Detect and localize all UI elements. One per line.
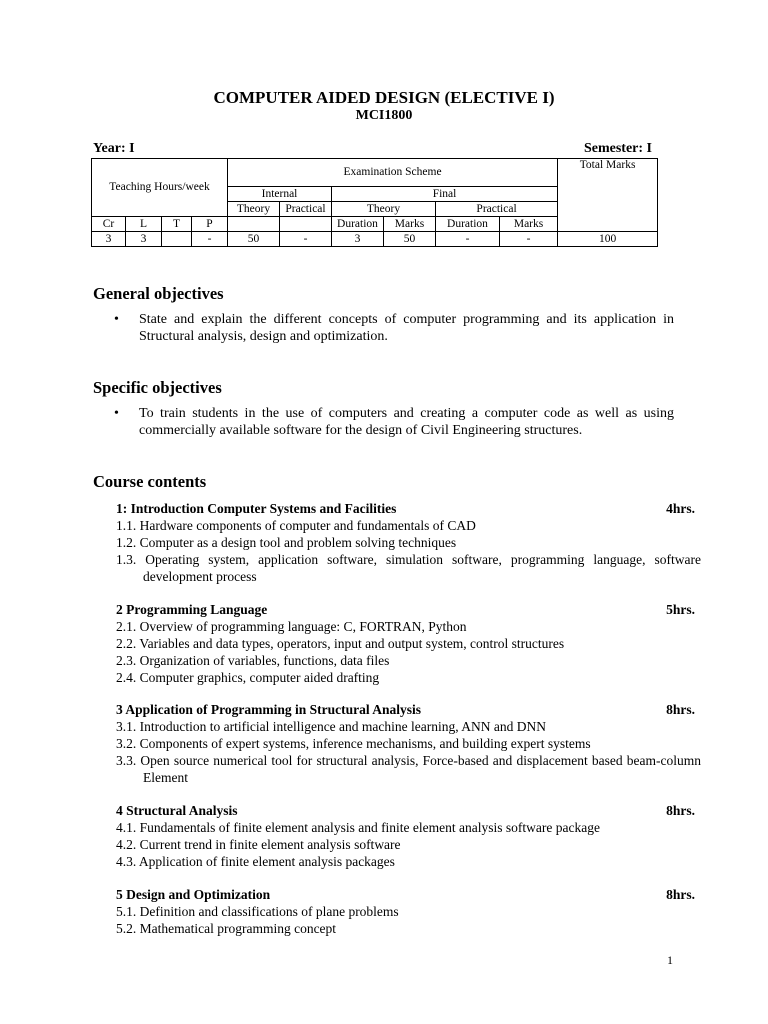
unit-item: 1.3. Operating system, application software, simulation software, programming language, software development process <box>116 552 701 584</box>
value-final-practical-duration: - <box>436 232 500 247</box>
unit-item: 2.1. Overview of programming language: C, FORTRAN, Python <box>116 619 467 634</box>
unit-hours: 5hrs. <box>666 602 695 617</box>
unit-heading <box>116 701 695 718</box>
bullet-icon: • <box>114 406 119 421</box>
final-header: Final <box>332 187 558 202</box>
value-total-marks: 100 <box>558 232 658 247</box>
value-internal-practical: - <box>280 232 332 247</box>
value-final-practical-marks: - <box>500 232 558 247</box>
unit-2 <box>116 601 695 686</box>
unit-item: 4.1. Fundamentals of finite element analysis and finite element analysis software package <box>116 820 600 835</box>
unit-title: 3 Application of Programming in Structural Analysis <box>116 702 422 717</box>
value-final-theory-duration: 3 <box>332 232 384 247</box>
unit-4 <box>116 802 695 870</box>
unit-3 <box>116 701 701 786</box>
final-practical-duration-header: Duration <box>436 217 500 232</box>
examination-scheme-header: Examination Scheme <box>228 159 558 187</box>
final-theory-marks-header: Marks <box>384 217 436 232</box>
unit-1 <box>116 500 701 585</box>
internal-practical-header: Practical <box>280 202 332 217</box>
unit-heading <box>116 802 695 819</box>
total-marks-header: Total Marks <box>558 159 658 232</box>
final-theory-header: Theory <box>332 202 436 217</box>
unit-hours: 8hrs. <box>666 702 695 717</box>
internal-practical-sub <box>280 217 332 232</box>
year-label: Year: I <box>93 141 135 156</box>
course-contents-heading: Course contents <box>93 472 207 491</box>
unit-item: 5.2. Mathematical programming concept <box>116 921 337 936</box>
unit-item: 1.1. Hardware components of computer and fundamentals of CAD <box>116 518 476 533</box>
internal-theory-sub <box>228 217 280 232</box>
value-internal-theory: 50 <box>228 232 280 247</box>
unit-heading <box>116 601 695 618</box>
course-code: MCI1800 <box>355 108 413 123</box>
unit-item: 5.1. Definition and classifications of plane problems <box>116 904 399 919</box>
internal-theory-header: Theory <box>228 202 280 217</box>
unit-title: 4 Structural Analysis <box>116 803 238 818</box>
unit-item: 2.3. Organization of variables, functions, data files <box>116 653 390 668</box>
specific-objective-text: To train students in the use of computers and creating a computer code as well as using commercially available software for the design of Civil Engineering structures. <box>139 406 674 438</box>
unit-item: 4.3. Application of finite element analysis packages <box>116 854 395 869</box>
general-objectives-heading: General objectives <box>93 284 224 303</box>
unit-item: 3.3. Open source numerical tool for structural analysis, Force-based and displacement based beam-column Element <box>116 753 701 785</box>
value-l: 3 <box>126 232 162 247</box>
unit-item: 2.4. Computer graphics, computer aided drafting <box>116 670 380 685</box>
value-cr: 3 <box>92 232 126 247</box>
semester-label: Semester: I <box>583 141 652 156</box>
page-number: 1 <box>667 953 673 967</box>
unit-item: 4.2. Current trend in finite element analysis software <box>116 837 401 852</box>
unit-5 <box>116 886 695 937</box>
unit-item: 3.2. Components of expert systems, inference mechanisms, and building expert systems <box>116 736 591 751</box>
value-final-theory-marks: 50 <box>384 232 436 247</box>
course-title: COMPUTER AIDED DESIGN (ELECTIVE I) <box>213 88 555 107</box>
general-objectives-list-item <box>114 311 674 345</box>
general-objective-text: State and explain the different concepts of computer programming and its application in Structural analysis, design and optimization. <box>139 312 674 344</box>
unit-title: 1: Introduction Computer Systems and Facilities <box>116 501 397 516</box>
final-practical-header: Practical <box>436 202 558 217</box>
unit-hours: 8hrs. <box>666 887 695 902</box>
final-practical-marks-header: Marks <box>500 217 558 232</box>
unit-hours: 4hrs. <box>666 501 695 516</box>
unit-title: 5 Design and Optimization <box>116 887 271 902</box>
internal-header: Internal <box>228 187 332 202</box>
unit-hours: 8hrs. <box>666 803 695 818</box>
col-t: T <box>162 217 192 232</box>
unit-item: 2.2. Variables and data types, operators, input and output system, control structures <box>116 636 565 651</box>
col-l: L <box>126 217 162 232</box>
value-t <box>162 232 192 247</box>
specific-objectives-list-item <box>114 405 674 439</box>
col-cr: Cr <box>92 217 126 232</box>
examination-scheme-table <box>91 158 658 247</box>
teaching-hours-header: Teaching Hours/week <box>92 159 228 217</box>
unit-item: 1.2. Computer as a design tool and problem solving techniques <box>116 535 457 550</box>
specific-objectives-heading: Specific objectives <box>93 378 222 397</box>
unit-title: 2 Programming Language <box>116 602 268 617</box>
year-semester-row <box>93 141 652 157</box>
unit-heading <box>116 886 695 903</box>
unit-heading <box>116 500 695 517</box>
bullet-icon: • <box>114 312 119 327</box>
col-p: P <box>192 217 228 232</box>
value-p: - <box>192 232 228 247</box>
unit-item: 3.1. Introduction to artificial intelligence and machine learning, ANN and DNN <box>116 719 546 734</box>
final-theory-duration-header: Duration <box>332 217 384 232</box>
